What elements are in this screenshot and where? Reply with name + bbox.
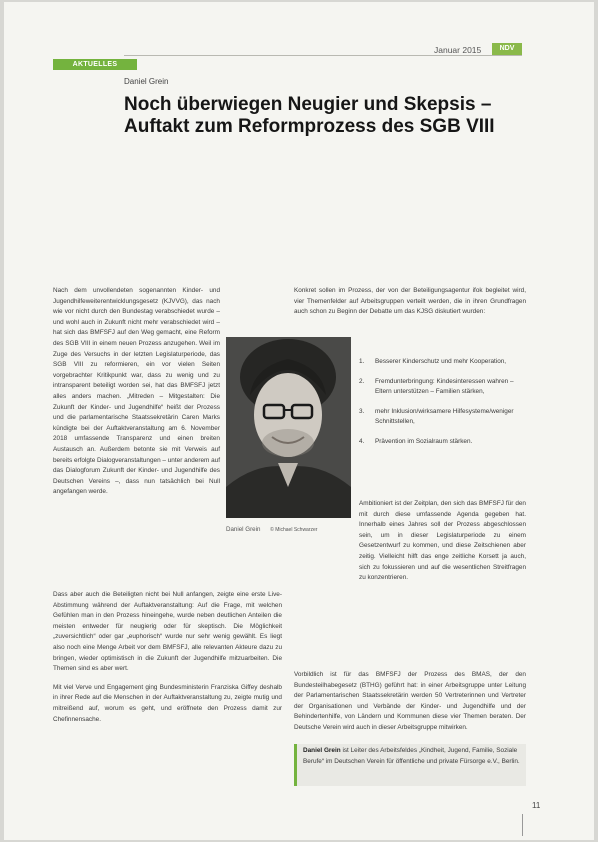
journal-badge: NDV [492,43,522,55]
footer-rule [522,814,523,836]
bio-text: ist Leiter des Arbeitsfeldes „Kindheit, Jugend, Familie, Soziale Berufe“ im Deutschen Verein für öffentliche und private Fürsorge e.V., Berlin. [303,747,520,765]
paragraph-bthg: Vorbildlich ist für das BMFSFJ der Prozess des BMAS, der den Bundesteilhabegesetz (BTHG) geführt hat: in einer Arbeitsgruppe unter Leitung der Parlamentarischen Staatssekretärin werden 50 Vertreterinnen und Vertreter der Organisationen und Verbände der Kinder- und Jugendhilfe und der Behindertenhilfe, von Ländern und Kommunen diese vier Themen beraten. Der Deutsche Verein wird auch in dieser Arbeitsgruppe mitwirken. [294,671,526,731]
header-rule [124,55,522,56]
column-left-lower [53,590,282,731]
bio-name: Daniel Grein [303,747,341,754]
list-item: 2. Fremdunterbringung: Kindesinteressen wahren – Eltern unterstützen – Familien stärken, [359,377,514,396]
portrait-image [226,337,351,518]
issue-date: Januar 2015 [434,45,482,55]
photo-caption [226,526,317,533]
article-title: Noch überwiegen Neugier und Skepsis – Auftakt zum Reformprozess des SGB VIII [124,94,495,137]
caption-name: Daniel Grein [226,526,261,533]
list-item: 4. Prävention im Sozialraum stärken. [359,437,473,445]
paragraph-topics: Konkret sollen im Prozess, der von der Beteiligungsagentur ifok begleitet wird, vier Themenfelder auf Arbeitsgruppen verteilt werden, die in ihren Grundfragen auch schon zu Beginn der Debatte um das KJSG diskutiert wurden: [294,287,526,316]
paragraph-intro: Nach dem unvollendeten sogenannten Kinder- und Jugendhilfeweiterentwicklungsgesetz (KJVVG), das nach wie vor nicht durch den Bundestag verabschiedet wurde – und wohl auch in Zukunft nicht mehr verabschiedet wird – hat sich das BMFSFJ auf den Weg gemacht, eine Reform des SGB VIII in einem neuen Prozess anzugehen. Weil im Zuge des Versuchs in der letzten Legislaturperiode, das SGB VIII zu reformieren, ein vor vielen Seiten vorgebrachter Kritikpunkt war, dass zu wenig und zu intransparent beteiligt worden sei, hat das BMFSFJ jetzt alles anders machen. „Mitreden – Mitgestalten: Die Zukunft der Kinder- und Jugendhilfe“ heißt der Prozess und die parlamentarische Staatssekretärin Caren Marks kündigte bei der Auftaktveranstaltung am 6. November 2018 umfassende Transparenz und einen breiten Austausch an. Außerdem betonte sie mit Verweis auf bereits erfolgte Dialogveranstaltungen – unter anderem auf das Dialogforum Zukunft der Kinder- und Jugendhilfe des Deutschen Vereins –, dass nun tatsächlich bei Null angefangen werde. [53,287,220,496]
author-photo [226,337,351,518]
column-right-intro [294,286,526,324]
column-right-schedule-a [359,499,526,590]
paragraph-minister: Mit viel Verve und Engagement ging Bundesministerin Franziska Giffey deshalb in ihrer Rede auf die Menschen in der Auftaktveranstaltung zu, zeigte mutig und mitreißend auf, worum es geht, und eröffnete den Prozess damit zur Chefinnensache. [53,683,282,723]
author-bio-box [294,744,526,786]
paragraph-vote: Dass aber auch die Beteiligten nicht bei Null anfangen, zeigte eine erste Live-Abstimmung während der Auftaktveranstaltung: Auf die Frage, mit welchen Gefühlen man in den Prozess hineingehe, wurde neben deutlichen Anteilen die meisten entweder für neugierig oder für skeptisch. Die Möglichkeit „zuversichtlich“ oder gar „euphorisch“ wurde nur sehr wenig gewählt. Es liegt also noch eine Menge Arbeit vor dem BMFSFJ, alle relevanten Akteure dazu zu bringen, wieder optimistisch in die Zukunft der Jugendhilfe mitzuarbeiten. Die Themen sind es aber wert. [53,591,282,673]
photo-credit: © Michael Schwarzer [270,527,318,533]
paragraph-schedule: Ambitioniert ist der Zeitplan, den sich das BMFSFJ für den mit durch diese umfassende Agenda gegeben hat. Innerhalb eines Jahres soll der Prozess abgeschlossen sein, um in dieser Legislaturperiode zu einem Gesetzentwurf zu kommen, und diese Zeitschienen aber zeitig. Vielleicht hilft das enge zeitliche Korsett ja auch, sich zu fokussieren und auf die wesentlichen Streitfragen zu konzentrieren. [359,500,526,582]
section-tag: AKTUELLES [53,59,137,70]
magazine-page [4,2,594,840]
article-author: Daniel Grein [124,77,169,86]
page-number: 11 [532,801,541,810]
list-item: 1. Besserer Kinderschutz und mehr Kooperation, [359,358,507,365]
list-item: 3. mehr Inklusion/wirksamere Hilfesysteme/weniger Schnittstellen, [359,407,514,426]
topic-list [359,357,529,457]
column-left-upper [53,286,220,504]
column-right-lower [294,670,526,740]
